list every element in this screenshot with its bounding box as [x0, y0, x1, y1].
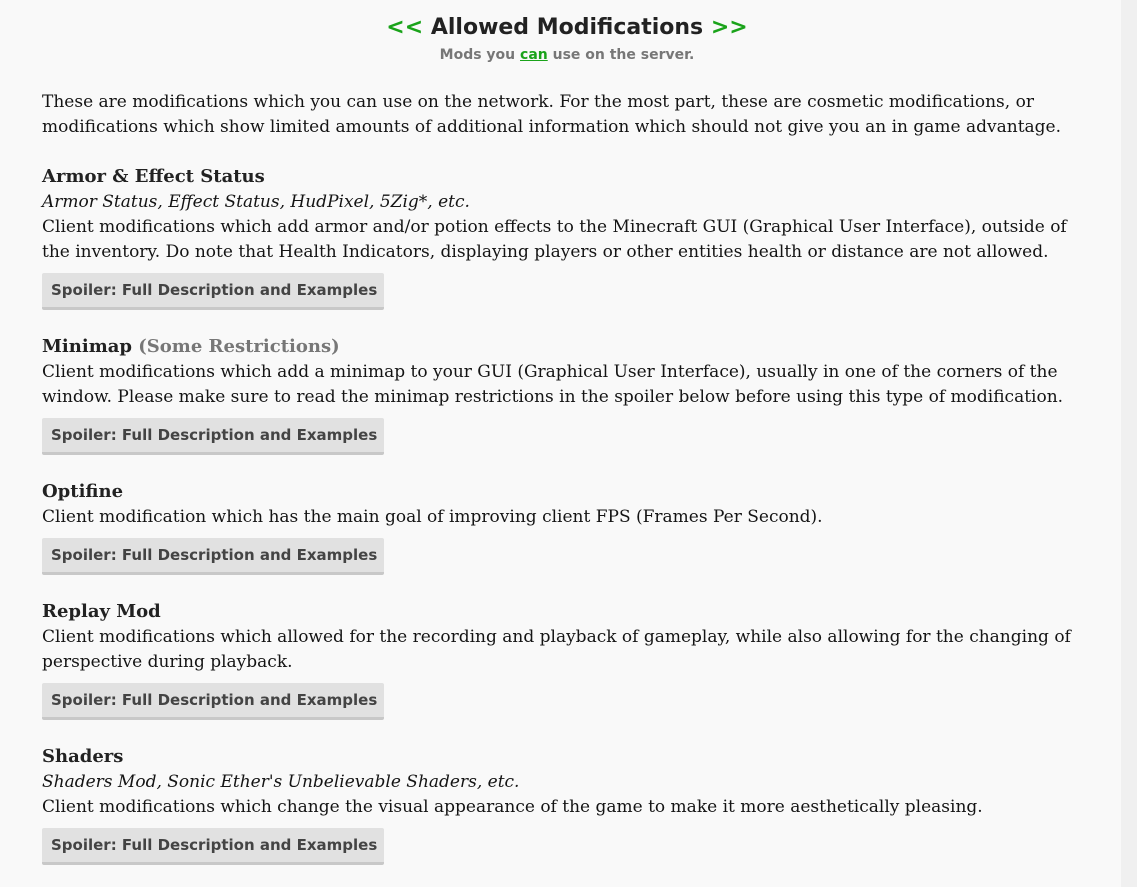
section-description: Client modifications which add a minimap to your GUI (Graphical User Interface), usually in one of the corners of the window. Please make sure to read the minimap restrictions in the spoiler below before using this type of modification.: [42, 362, 1064, 407]
section-examples: Armor Status, Effect Status, HudPixel, 5Zig*, etc.: [42, 192, 470, 212]
restriction-note: (Some Restrictions): [138, 336, 340, 357]
page-title-text: Allowed Modifications: [430, 15, 704, 40]
section-shaders: [42, 744, 1092, 865]
section-replay-mod: [42, 599, 1092, 720]
section-title: Optifine: [42, 481, 124, 502]
section-description: Client modifications which add armor and/or potion effects to the Minecraft GUI (Graphical User Interface), outside of the inventory. Do note that Health Indicators, displaying players or other entities health or distance are not allowed.: [42, 217, 1067, 262]
spoiler-button[interactable]: Spoiler: Full Description and Examples: [42, 538, 384, 575]
section-minimap: [42, 334, 1092, 455]
section-title: [42, 334, 1092, 360]
subtitle-before: Mods you: [439, 47, 521, 63]
section-optifine: [42, 479, 1092, 575]
intro-paragraph: These are modifications which you can use on the network. For the most part, these are cosmetic modifications, or modifications which show limited amounts of additional information which should not give you an in game advantage.: [42, 92, 1062, 137]
spoiler-button[interactable]: Spoiler: Full Description and Examples: [42, 418, 384, 455]
section-description: Client modifications which allowed for the recording and playback of gameplay, while also allowing for the changing of perspective during playback.: [42, 627, 1071, 672]
subtitle-can: can: [520, 47, 548, 63]
section-armor-effect-status: [42, 164, 1092, 310]
post-content: [42, 0, 1092, 865]
page-subtitle: [42, 44, 1092, 66]
section-description: Client modification which has the main goal of improving client FPS (Frames Per Second).: [42, 507, 823, 527]
section-title: Armor & Effect Status: [42, 166, 265, 187]
page-header: [42, 12, 1092, 66]
right-arrows: >>: [710, 15, 748, 40]
section-examples: Shaders Mod, Sonic Ether's Unbelievable Shaders, etc.: [42, 772, 520, 792]
section-description: Client modifications which change the visual appearance of the game to make it more aesthetically pleasing.: [42, 797, 983, 817]
left-arrows: <<: [386, 15, 424, 40]
page-title: [42, 12, 1092, 44]
section-title-text: Minimap: [42, 336, 132, 357]
spoiler-button[interactable]: Spoiler: Full Description and Examples: [42, 273, 384, 310]
scrollbar-track[interactable]: [1121, 0, 1137, 887]
section-title: Replay Mod: [42, 601, 161, 622]
subtitle-after: use on the server.: [547, 47, 695, 63]
spoiler-button[interactable]: Spoiler: Full Description and Examples: [42, 828, 384, 865]
spoiler-button[interactable]: Spoiler: Full Description and Examples: [42, 683, 384, 720]
section-title: Shaders: [42, 746, 124, 767]
